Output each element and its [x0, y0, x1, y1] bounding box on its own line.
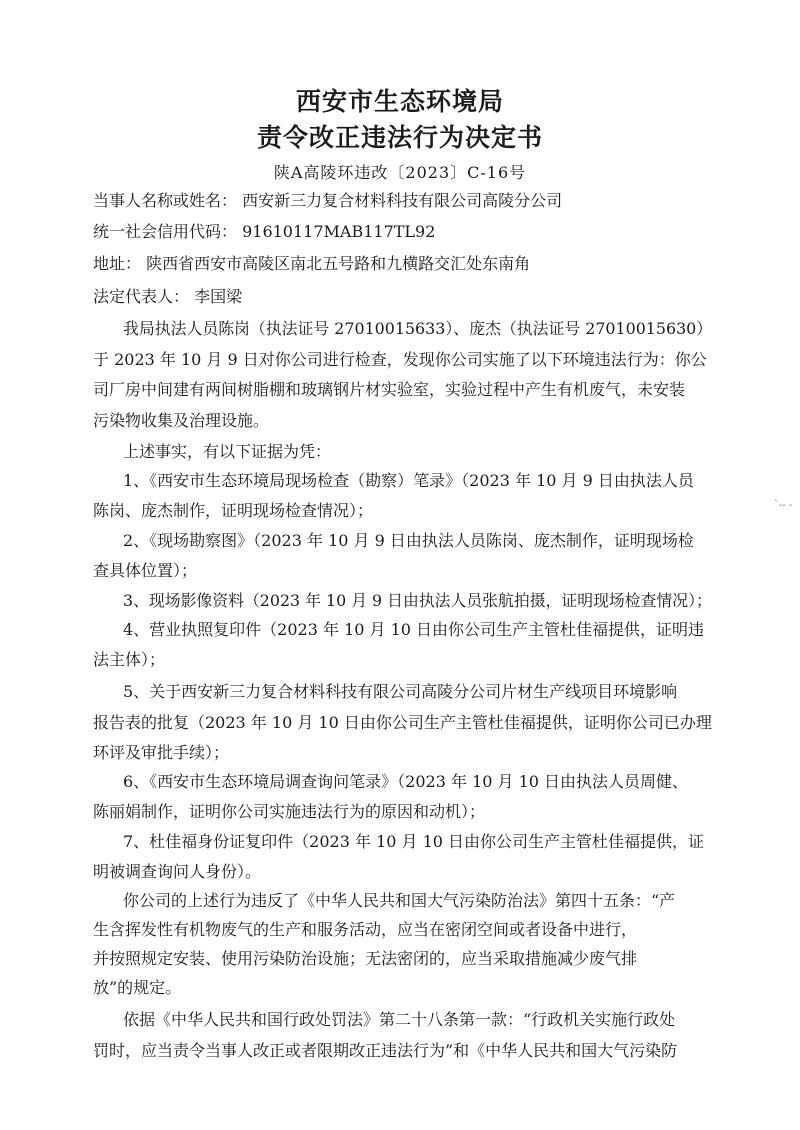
credit-code: 统一社会信用代码： 91610117MAB117TL92 [93, 222, 436, 241]
agency-title: 西安市生态环境局 [295, 87, 504, 116]
address: 地址： 陕西省西安市高陵区南北五号路和九横路交汇处东南角 [93, 254, 531, 273]
basis-paragraph: 依据《中华人民共和国行政处罚法》第二十八条第一款：“行政机关实施行政处 [123, 1010, 676, 1029]
evidence-item: 4、营业执照复印件（2023 年 10 月 10 日由你公司生产主管杜佳福提供，证明违 [123, 620, 705, 639]
document-number: 陕A高陵环违改〔2023〕C-16号 [273, 163, 527, 182]
evidence-item: 明被调查询问人身份）。 [93, 862, 262, 881]
evidence-item: 法主体）； [93, 650, 166, 669]
violation-paragraph: 并按照规定安装、使用污染防治设施；无法密闭的，应当采取措施减少废气排 [93, 949, 638, 968]
evidence-item: 陈岗、庞杰制作，证明现场检查情况）； [93, 501, 374, 520]
body-line: 于 2023 年 10 月 9 日对你公司进行检查，发现你公司实施了以下环境违法行为：你公 [93, 350, 707, 369]
violation-paragraph: 放”的规定。 [93, 978, 182, 997]
body-line: 污染物收集及治理设施。 [93, 411, 270, 430]
evidence-item: 报告表的批复（2023 年 10 月 10 日由你公司生产主管杜佳福提供，证明你公司已办理 [93, 713, 712, 732]
violation-paragraph: 你公司的上述行为违反了《中华人民共和国大气污染防治法》第四十五条：“产 [123, 891, 676, 910]
evidence-intro: 上述事实，有以下证据为凭： [123, 442, 332, 461]
violation-paragraph: 生含挥发性有机物废气的生产和服务活动，应当在密闭空间或者设备中进行， [93, 920, 638, 939]
party-name: 当事人名称或姓名： 西安新三力复合材料科技有限公司高陵分公司 [93, 191, 563, 210]
evidence-item: 环评及审批手续）； [93, 743, 230, 762]
evidence-item: 6、《西安市生态环境局调查询问笔录》（2023 年 10 月 10 日由执法人员周健、 [123, 772, 689, 791]
evidence-item: 陈丽娟制作，证明你公司实施违法行为的原因和动机）； [93, 802, 486, 821]
evidence-item: 2、《现场勘察图》（2023 年 10 月 9 日由执法人员陈岗、庞杰制作，证明现场检 [123, 531, 694, 550]
document-title: 责令改正违法行为决定书 [256, 123, 543, 152]
evidence-item: 查具体位置）； [93, 561, 198, 580]
basis-paragraph: 罚时，应当责令当事人改正或者限期改正违法行为”和《中华人民共和国大气污染防 [93, 1041, 678, 1060]
evidence-item: 7、杜佳福身份证复印件（2023 年 10 月 10 日由你公司生产主管杜佳福提供，证 [123, 832, 705, 851]
body-line: 我局执法人员陈岗（执法证号 27010015633）、庞杰（执法证号 27010015630） [123, 319, 713, 338]
evidence-item: 5、关于西安新三力复合材料科技有限公司高陵分公司片材生产线项目环境影响 [123, 682, 678, 701]
scan-margin-mark: `-- - [774, 500, 793, 511]
legal-representative: 法定代表人： 李国梁 [93, 287, 243, 306]
evidence-item: 3、现场影像资料（2023 年 10 月 9 日由执法人员张航拍摄，证明现场检查情况）； [123, 591, 712, 610]
body-line: 司厂房中间建有两间树脂棚和玻璃钢片材实验室，实验过程中产生有机废气，未安装 [93, 380, 686, 399]
evidence-item: 1、《西安市生态环境局现场检查（勘察）笔录》（2023 年 10 月 9 日由执法人员 [123, 471, 694, 490]
